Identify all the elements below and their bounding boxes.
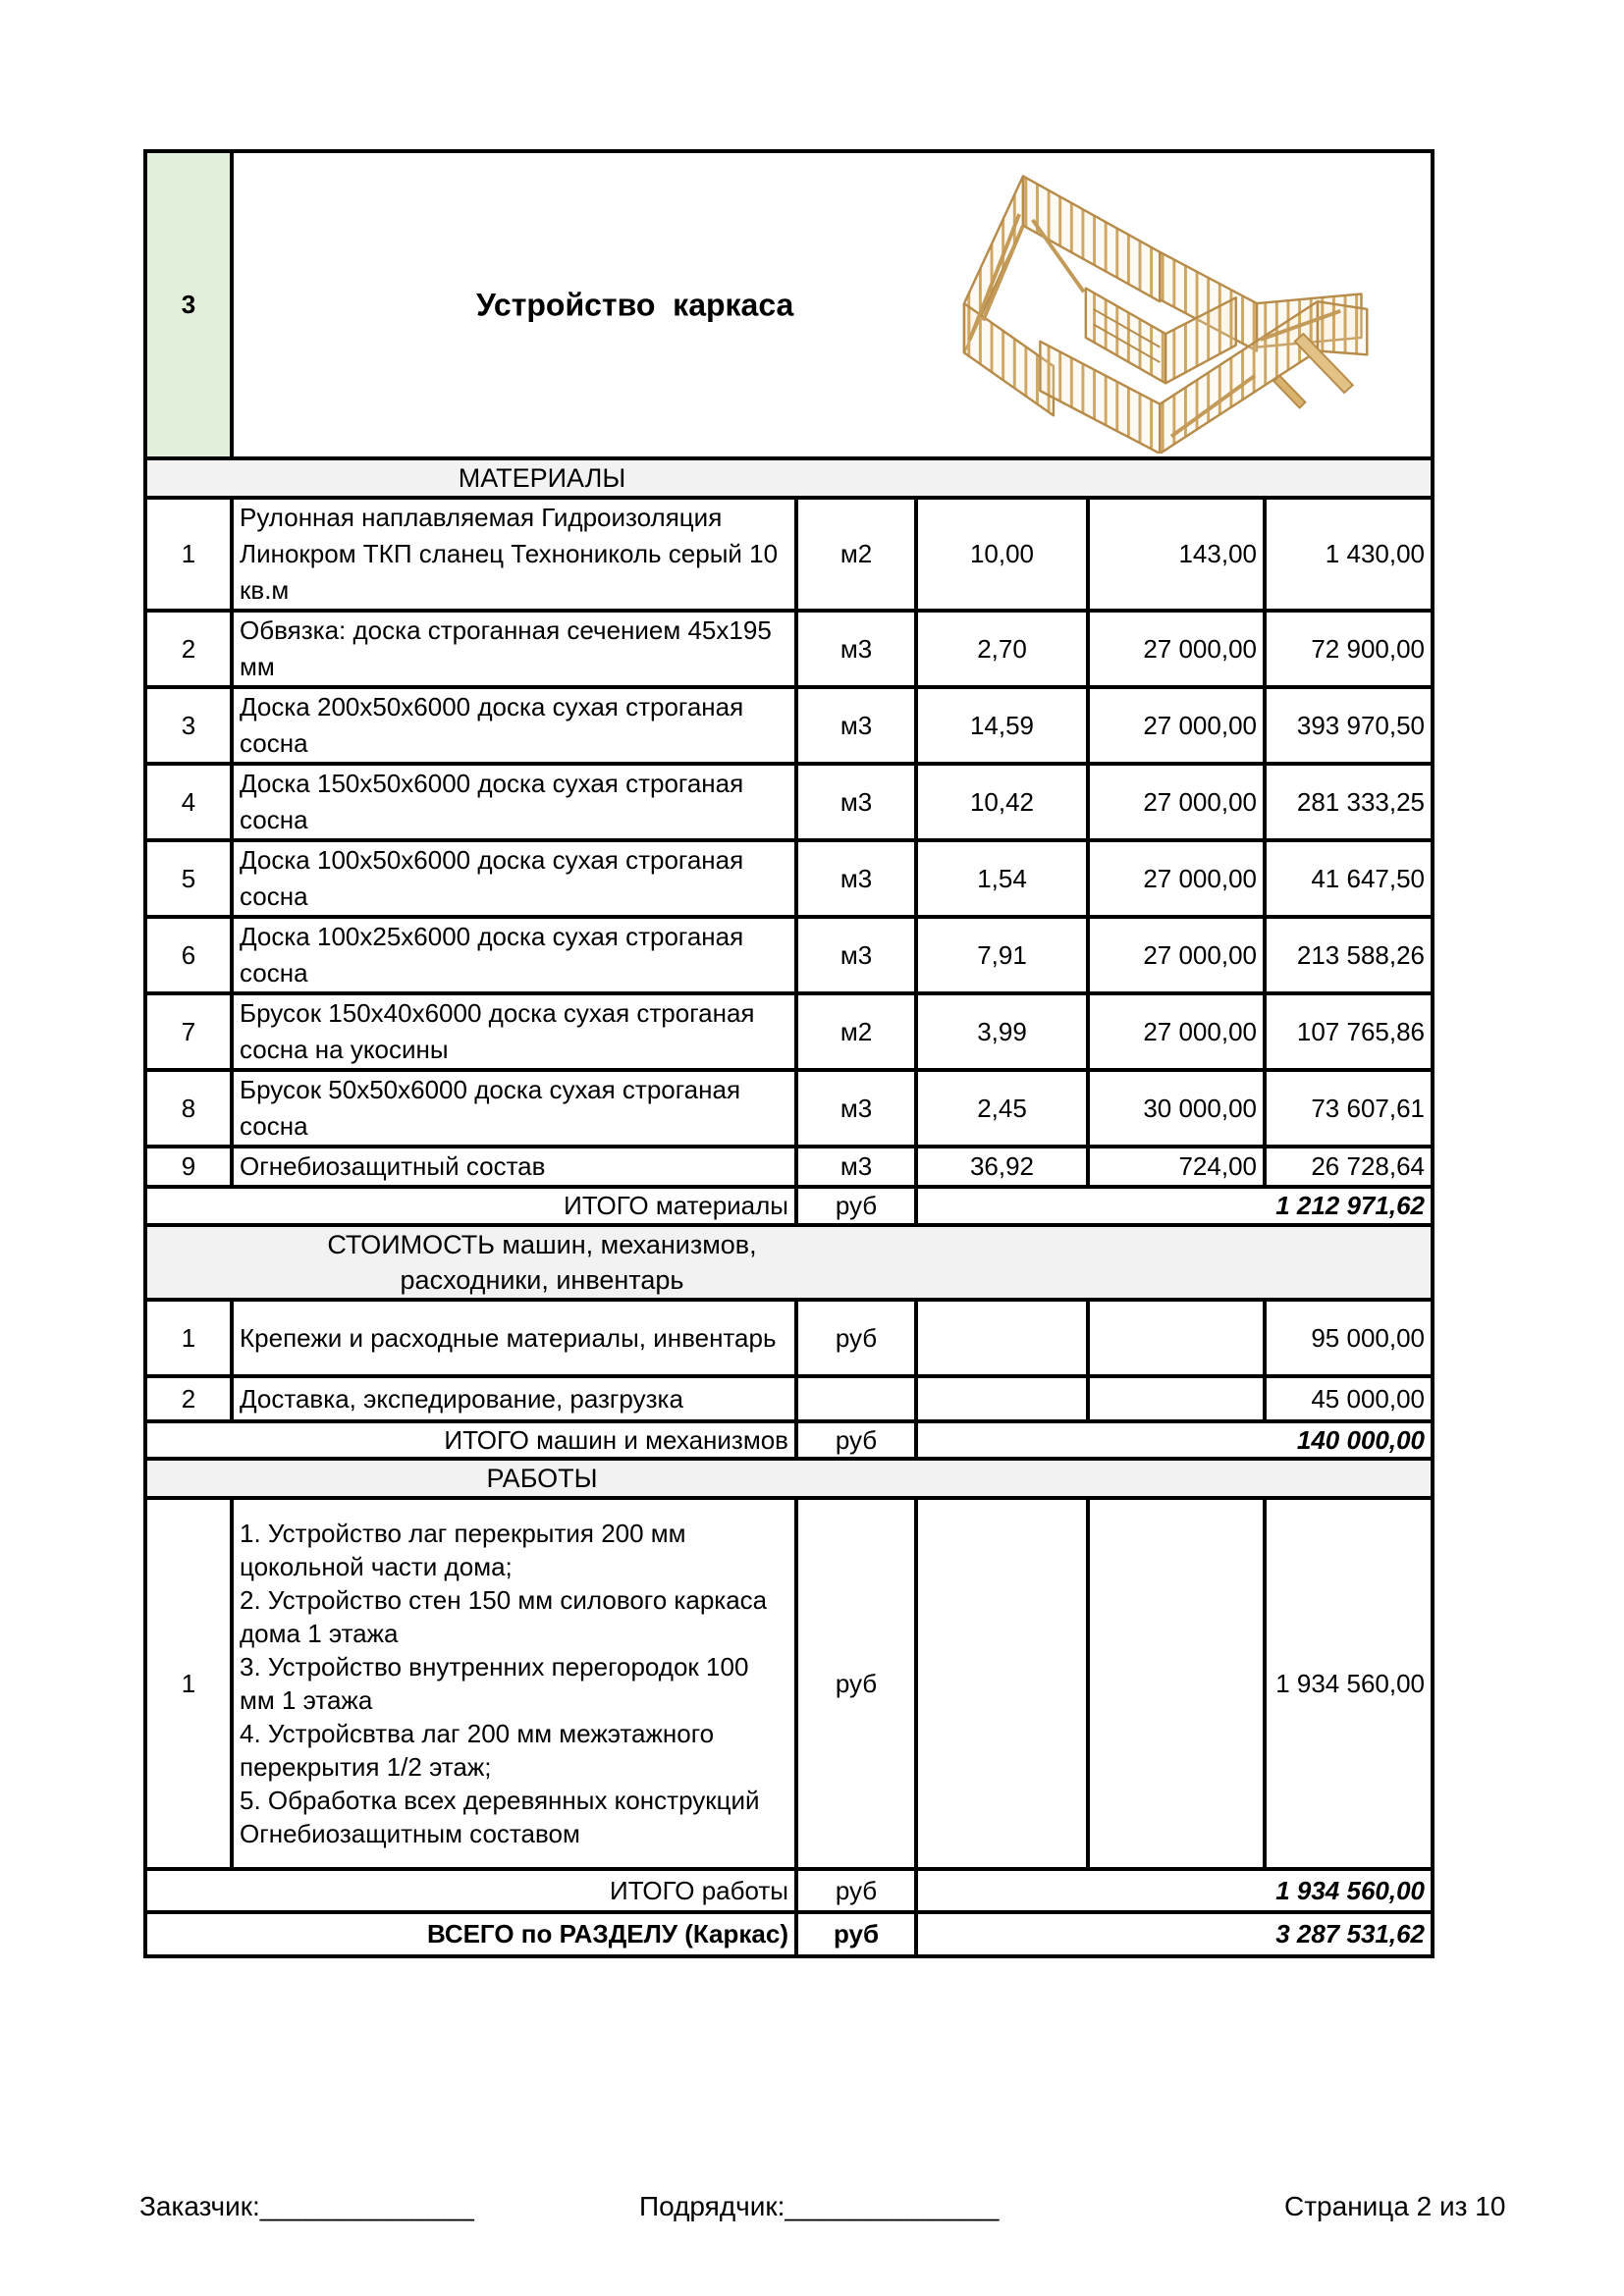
material-description: Огнебиозащитный состав — [232, 1147, 796, 1187]
machine-description: Крепежи и расходные материалы, инвентарь — [232, 1300, 796, 1376]
works-line: 4. Устройсвтва лаг 200 мм межэтажного перекрытия 1/2 этаж; — [240, 1719, 715, 1782]
footer-customer-signature: Заказчик:______________ — [139, 2191, 474, 2221]
material-description: Обвязка: доска строганная сечением 45х195 мм — [232, 611, 796, 687]
table-row — [145, 764, 1433, 840]
total-cell: 393 970,50 — [1265, 687, 1433, 764]
unit-cell: м3 — [796, 1147, 916, 1187]
estimate-table — [143, 149, 1435, 1958]
machines-header-line1: СТОИМОСТЬ машин, механизмов, — [327, 1230, 757, 1259]
table-row — [145, 687, 1433, 764]
quantity-cell: 1,54 — [916, 840, 1088, 917]
row-number: 8 — [145, 1070, 232, 1147]
row-number: 4 — [145, 764, 232, 840]
material-description: Доска 150х50х6000 доска сухая строганая сосна — [232, 764, 796, 840]
footer-contractor-signature: Подрядчик:______________ — [639, 2191, 1000, 2221]
works-header-cell — [145, 1459, 1433, 1498]
works-total-label: ИТОГО работы — [145, 1869, 796, 1912]
row-number: 1 — [145, 1300, 232, 1376]
machines-total-unit: руб — [796, 1421, 916, 1459]
quantity-cell: 7,91 — [916, 917, 1088, 993]
materials-header: МАТЕРИАЛЫ — [458, 463, 626, 493]
unit-cell: м3 — [796, 1070, 916, 1147]
machines-header-row — [145, 1225, 1433, 1300]
material-description: Брусок 50х50х6000 доска сухая строганая сосна — [232, 1070, 796, 1147]
row-number: 1 — [145, 498, 232, 611]
grand-total-label: ВСЕГО по РАЗДЕЛУ (Каркас) — [145, 1912, 796, 1956]
total-cell: 73 607,61 — [1265, 1070, 1433, 1147]
quantity-cell: 3,99 — [916, 993, 1088, 1070]
unit-cell: м2 — [796, 498, 916, 611]
table-row — [145, 1070, 1433, 1147]
machines-total-label: ИТОГО машин и механизмов — [145, 1421, 796, 1459]
quantity-cell: 14,59 — [916, 687, 1088, 764]
works-description — [232, 1498, 796, 1869]
table-row — [145, 993, 1433, 1070]
price-cell: 30 000,00 — [1088, 1070, 1265, 1147]
machines-header-cell — [145, 1225, 1433, 1300]
quantity-cell: 2,45 — [916, 1070, 1088, 1147]
unit-cell: м3 — [796, 917, 916, 993]
materials-total-label: ИТОГО материалы — [145, 1187, 796, 1225]
grand-total-row — [145, 1912, 1433, 1956]
works-total-row — [145, 1869, 1433, 1912]
grand-total-unit: руб — [796, 1912, 916, 1956]
price-cell — [1088, 1498, 1265, 1869]
works-total-unit: руб — [796, 1869, 916, 1912]
unit-cell: руб — [796, 1300, 916, 1376]
unit-cell: м3 — [796, 611, 916, 687]
unit-cell: руб — [796, 1498, 916, 1869]
machines-total-value: 140 000,00 — [916, 1421, 1433, 1459]
table-row — [145, 1376, 1433, 1421]
row-number: 5 — [145, 840, 232, 917]
row-number: 7 — [145, 993, 232, 1070]
material-description: Доска 100х25х6000 доска сухая строганая сосна — [232, 917, 796, 993]
works-line: 3. Устройство внутренних перегородок 100 мм 1 этажа — [240, 1652, 749, 1715]
total-cell: 26 728,64 — [1265, 1147, 1433, 1187]
row-number: 3 — [145, 687, 232, 764]
section-title: Устройство каркаса — [476, 287, 794, 322]
total-cell: 107 765,86 — [1265, 993, 1433, 1070]
materials-total-value: 1 212 971,62 — [916, 1187, 1433, 1225]
frame-house-image — [930, 159, 1409, 454]
materials-header-cell — [145, 458, 1433, 498]
price-cell: 724,00 — [1088, 1147, 1265, 1187]
materials-header-row — [145, 458, 1433, 498]
table-row — [145, 498, 1433, 611]
total-cell: 213 588,26 — [1265, 917, 1433, 993]
quantity-cell: 2,70 — [916, 611, 1088, 687]
table-row — [145, 1147, 1433, 1187]
footer-page-number: Страница 2 из 10 — [1284, 2191, 1506, 2221]
table-row — [145, 1498, 1433, 1869]
price-cell: 27 000,00 — [1088, 993, 1265, 1070]
machine-description: Доставка, экспедирование, разгрузка — [232, 1376, 796, 1421]
table-row — [145, 917, 1433, 993]
works-header-row — [145, 1459, 1433, 1498]
unit-cell: м2 — [796, 993, 916, 1070]
quantity-cell — [916, 1498, 1088, 1869]
total-cell: 1 430,00 — [1265, 498, 1433, 611]
works-total-value: 1 934 560,00 — [916, 1869, 1433, 1912]
table-row — [145, 1300, 1433, 1376]
price-cell — [1088, 1376, 1265, 1421]
total-cell: 45 000,00 — [1265, 1376, 1433, 1421]
unit-cell: м3 — [796, 764, 916, 840]
section-banner-row — [145, 151, 1433, 458]
section-banner-cell — [232, 151, 1433, 458]
table-row — [145, 611, 1433, 687]
row-number: 1 — [145, 1498, 232, 1869]
total-cell: 95 000,00 — [1265, 1300, 1433, 1376]
total-cell: 72 900,00 — [1265, 611, 1433, 687]
row-number: 9 — [145, 1147, 232, 1187]
total-cell: 41 647,50 — [1265, 840, 1433, 917]
unit-cell — [796, 1376, 916, 1421]
works-header: РАБОТЫ — [486, 1464, 598, 1493]
materials-total-unit: руб — [796, 1187, 916, 1225]
section-number: 3 — [145, 151, 232, 458]
price-cell: 27 000,00 — [1088, 840, 1265, 917]
works-line: 5. Обработка всех деревянных конструкций Огнебиозащитным составом — [240, 1786, 760, 1848]
unit-cell: м3 — [796, 840, 916, 917]
material-description: Брусок 150х40х6000 доска сухая строганая сосна на укосины — [232, 993, 796, 1070]
materials-total-row — [145, 1187, 1433, 1225]
quantity-cell: 36,92 — [916, 1147, 1088, 1187]
grand-total-value: 3 287 531,62 — [916, 1912, 1433, 1956]
quantity-cell — [916, 1300, 1088, 1376]
material-description: Доска 100х50х6000 доска сухая строганая сосна — [232, 840, 796, 917]
table-row — [145, 840, 1433, 917]
price-cell: 27 000,00 — [1088, 611, 1265, 687]
unit-cell: м3 — [796, 687, 916, 764]
total-cell: 1 934 560,00 — [1265, 1498, 1433, 1869]
row-number: 6 — [145, 917, 232, 993]
quantity-cell: 10,00 — [916, 498, 1088, 611]
machines-header-line2: расходники, инвентарь — [400, 1265, 684, 1295]
machines-total-row — [145, 1421, 1433, 1459]
works-line: 2. Устройство стен 150 мм силового каркаса дома 1 этажа — [240, 1585, 768, 1648]
material-description: Доска 200х50х6000 доска сухая строганая сосна — [232, 687, 796, 764]
total-cell: 281 333,25 — [1265, 764, 1433, 840]
price-cell: 27 000,00 — [1088, 917, 1265, 993]
price-cell: 27 000,00 — [1088, 764, 1265, 840]
quantity-cell: 10,42 — [916, 764, 1088, 840]
quantity-cell — [916, 1376, 1088, 1421]
price-cell — [1088, 1300, 1265, 1376]
row-number: 2 — [145, 611, 232, 687]
works-line: 1. Устройство лаг перекрытия 200 мм цокольной части дома; — [240, 1519, 686, 1581]
material-description: Рулонная наплавляемая Гидроизоляция Линокром ТКП сланец Технониколь серый 10 кв.м — [232, 498, 796, 611]
price-cell: 143,00 — [1088, 498, 1265, 611]
price-cell: 27 000,00 — [1088, 687, 1265, 764]
row-number: 2 — [145, 1376, 232, 1421]
